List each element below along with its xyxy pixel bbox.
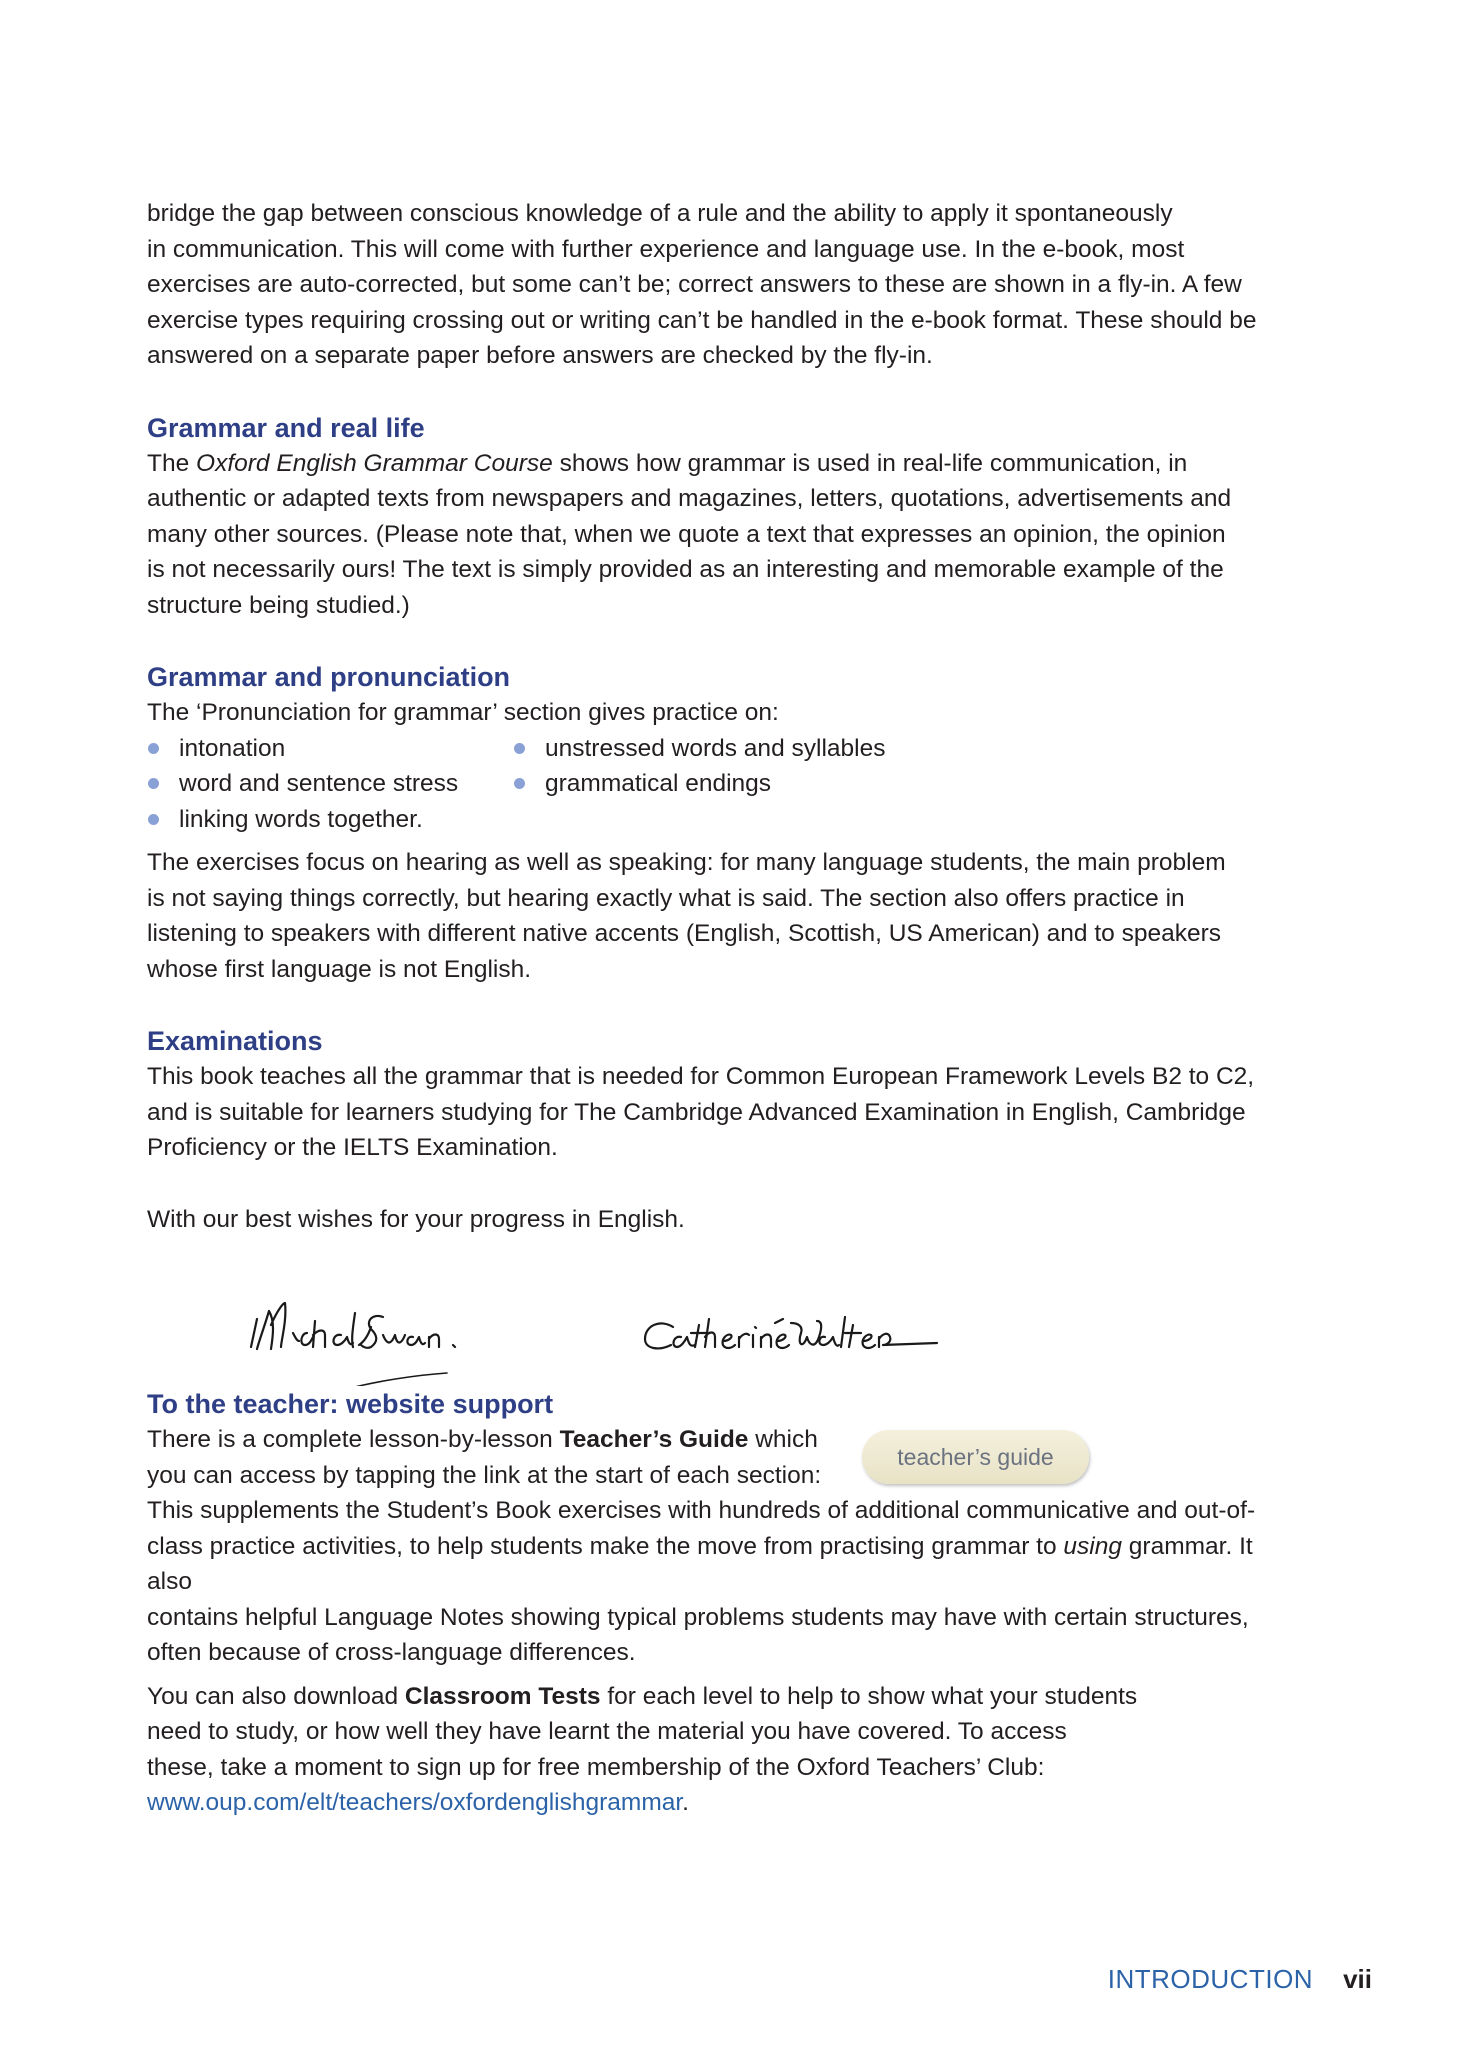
- classroom-tests-label: Classroom Tests: [404, 1682, 601, 1710]
- text-span: The: [147, 449, 197, 477]
- section-real-life: [147, 410, 1297, 624]
- intro-line: bridge the gap between conscious knowledge of a rule and the ability to apply it spontaneously: [147, 200, 1173, 227]
- tests-line: [147, 1679, 1297, 1715]
- bullet-item: [513, 731, 933, 767]
- bullet-icon: [148, 743, 159, 754]
- section-pronunciation: [147, 659, 1297, 987]
- examinations-line: and is suitable for learners studying for The Cambridge Advanced Examination in English, Cambridge: [147, 1098, 1246, 1126]
- page-footer: [1108, 1962, 1372, 1996]
- url-line: [147, 1785, 1297, 1821]
- text-span: grammar. It also: [147, 1532, 1253, 1595]
- intro-line: exercise types requiring crossing out or writing can’t be handled in the e-book format. These should be: [147, 306, 1257, 334]
- signature-michael-swan: [251, 1303, 455, 1349]
- heading-real-life: Grammar and real life: [147, 412, 425, 443]
- bullet-text: word and sentence stress: [179, 770, 459, 797]
- heading-pronunciation: Grammar and pronunciation: [147, 662, 511, 692]
- bullet-icon: [148, 778, 159, 789]
- intro-line: in communication. This will come with further experience and language use. In the e-book, most: [147, 235, 1185, 263]
- text-span: There is a complete lesson-by-lesson: [147, 1426, 560, 1453]
- text-span: which: [748, 1426, 818, 1453]
- real-life-line: authentic or adapted texts from newspapers and magazines, letters, quotations, advertisements and: [147, 485, 1232, 512]
- pronunciation-paragraph: [147, 845, 1297, 987]
- pronunciation-line: is not saying things correctly, but hearing exactly what is said. The section also offers practice in: [147, 884, 1185, 912]
- bullet-icon: [514, 743, 525, 754]
- pronunciation-intro: The ‘Pronunciation for grammar’ section gives practice on:: [147, 699, 779, 726]
- signature-image: [147, 1241, 1047, 1386]
- bullet-item: [147, 802, 513, 838]
- real-life-line: many other sources. (Please note that, when we quote a text that expresses an opinion, the opinion: [147, 520, 1226, 548]
- text-span: shows how grammar is used in real-life communication, in: [552, 449, 1188, 477]
- bullet-text: intonation: [179, 734, 286, 762]
- heading-teacher: To the teacher: website support: [147, 1389, 554, 1419]
- page-number: vii: [1343, 1964, 1372, 1994]
- pronunciation-line: whose first language is not English.: [147, 955, 532, 983]
- emphasis: using: [1063, 1532, 1122, 1560]
- bullet-text: unstressed words and syllables: [545, 734, 886, 762]
- bullet-icon: [148, 814, 159, 825]
- teacher-line: often because of cross-language differences.: [147, 1639, 636, 1666]
- tests-line: these, take a moment to sign up for free membership of the Oxford Teachers’ Club:: [147, 1753, 1045, 1781]
- closing-line: With our best wishes for your progress in English.: [147, 1205, 685, 1233]
- footer-section-title: INTRODUCTION: [1107, 1964, 1314, 1994]
- bullet-icon: [514, 778, 525, 789]
- text-span: You can also download: [147, 1682, 405, 1710]
- intro-line: answered on a separate paper before answers are checked by the fly-in.: [147, 342, 933, 369]
- section-teacher: [147, 1386, 1297, 1821]
- bullet-text: linking words together.: [179, 805, 423, 833]
- text-span: .: [682, 1789, 689, 1816]
- teacher-line: you can access by tapping the link at the start of each section:: [147, 1461, 822, 1489]
- signatures: [147, 1241, 1297, 1386]
- bullet-item: [147, 731, 513, 767]
- text-span: for each level to help to show what your students: [600, 1682, 1138, 1710]
- teachers-guide-button[interactable]: teacher’s guide: [862, 1430, 1089, 1484]
- bullet-list: [147, 731, 1297, 838]
- teacher-guide-row: [147, 1422, 1297, 1493]
- examinations-line: This book teaches all the grammar that is needed for Common European Framework Levels B2 to C2,: [147, 1063, 1255, 1090]
- intro-line: exercises are auto-corrected, but some can’t be; correct answers to these are shown in a fly-in. A few: [147, 271, 1242, 298]
- tests-paragraph: [147, 1679, 1297, 1821]
- real-life-line: is not necessarily ours! The text is simply provided as an interesting and memorable example of the: [147, 556, 1224, 583]
- real-life-line: structure being studied.): [147, 591, 410, 619]
- bullet-text: grammatical endings: [545, 770, 772, 797]
- heading-examinations: Examinations: [147, 1026, 323, 1056]
- text-span: class practice activities, to help students make the move from practising grammar to: [147, 1532, 1064, 1560]
- teacher-line: [147, 1529, 1297, 1600]
- tests-line: need to study, or how well they have learnt the material you have covered. To access: [147, 1718, 1067, 1745]
- signature-catherine-walter: [645, 1317, 937, 1348]
- oup-teachers-link[interactable]: www.oup.com/elt/teachers/oxfordenglishgrammar: [147, 1789, 683, 1816]
- book-title: Oxford English Grammar Course: [196, 449, 553, 477]
- pronunciation-line: The exercises focus on hearing as well as speaking: for many language students, the main problem: [147, 849, 1226, 876]
- page-content: [147, 196, 1297, 1821]
- signature-underline: [347, 1373, 447, 1386]
- teachers-guide-label: Teacher’s Guide: [559, 1426, 749, 1453]
- section-examinations: [147, 1023, 1297, 1166]
- teacher-line: contains helpful Language Notes showing typical problems students may have with certain structures,: [147, 1603, 1249, 1631]
- teacher-line: This supplements the Student’s Book exercises with hundreds of additional communicative and out-of-: [147, 1497, 1256, 1524]
- teacher-line: [147, 1422, 1297, 1458]
- examinations-line: Proficiency or the IELTS Examination.: [147, 1134, 558, 1161]
- bullet-item: [147, 766, 513, 802]
- bullet-item: [513, 766, 933, 802]
- pronunciation-line: listening to speakers with different native accents (English, Scottish, US American) and to speakers: [147, 920, 1222, 947]
- intro-paragraph: [147, 196, 1297, 374]
- real-life-line: [147, 446, 1297, 482]
